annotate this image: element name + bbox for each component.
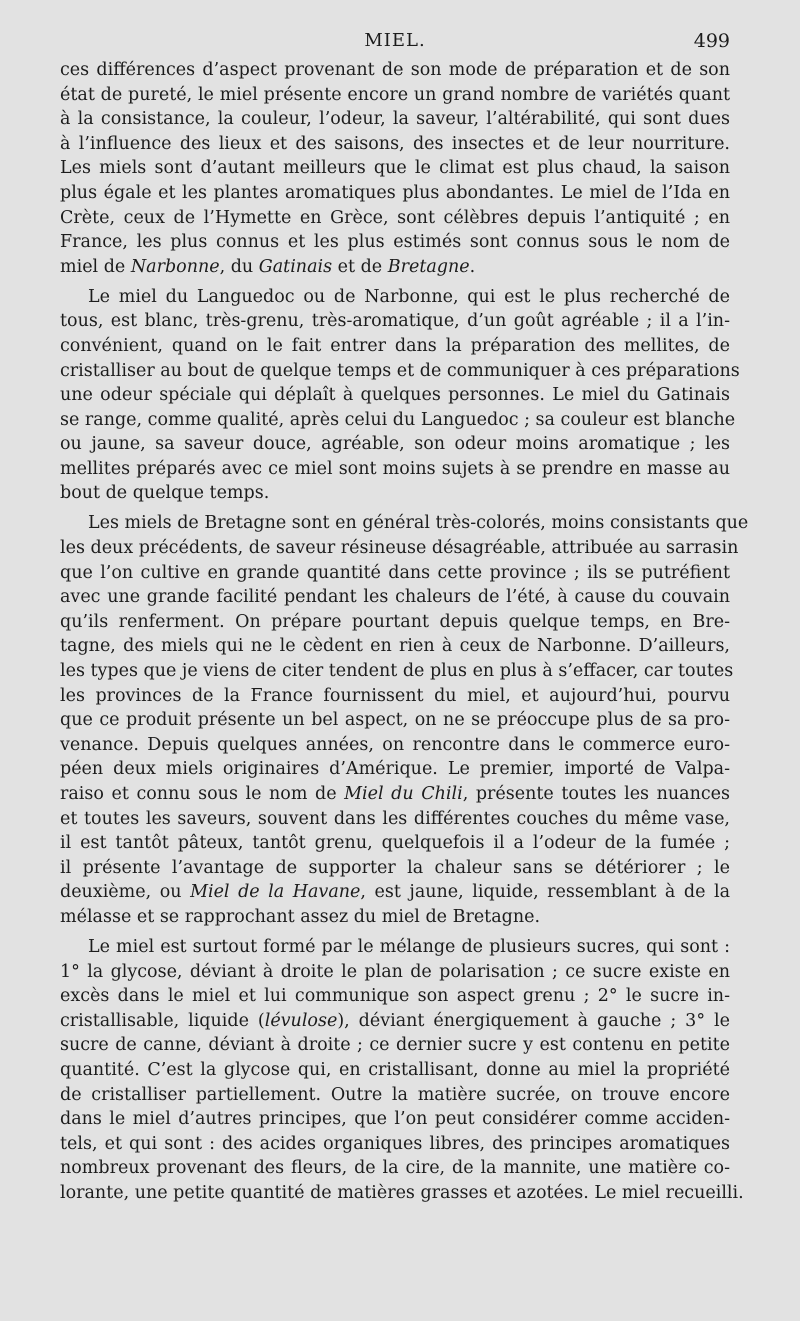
text-line: tagne, des miels qui ne le cèdent en rien à ceux de Narbonne. D’ailleurs, [60, 636, 730, 657]
text-line: cristalliser au bout de quelque temps et de communiquer à ces préparations [60, 360, 740, 381]
text-line: les provinces de la France fournissent du miel, et aujourd’hui, pourvu [60, 685, 730, 706]
text-line: France, les plus connus et les plus estimés sont connus sous le nom de [60, 232, 730, 253]
text-line: Les miels de Bretagne sont en général très-colorés, moins consistants que [88, 513, 749, 534]
text-line: les deux précédents, de saveur résineuse désagréable, attribuée au sarrasin [60, 538, 739, 559]
text-line: à la consistance, la couleur, l’odeur, la saveur, l’altérabilité, qui sont dues [60, 109, 730, 130]
text-line: les types que je viens de citer tendent de plus en plus à s’effacer, car toutes [60, 661, 734, 682]
text-line: lorante, une petite quantité de matières grasses et azotées. Le miel recueilli. [60, 1182, 744, 1203]
text-line: Crète, ceux de l’Hymette en Grèce, sont célèbres depuis l’antiquité ; en [60, 207, 730, 228]
text-line: mellites préparés avec ce miel sont moins sujets à se prendre en masse au [60, 458, 730, 479]
text-line: avec une grande facilité pendant les chaleurs de l’été, à cause du couvain [60, 587, 730, 608]
text-line: ou jaune, sa saveur douce, agréable, son odeur moins aromatique ; les [60, 434, 730, 455]
paragraph [60, 58, 730, 279]
text-segment: cristallisable, liquide ( [60, 1010, 265, 1031]
text-line: que l’on cultive en grande quantité dans cette province ; ils se putréfient [60, 562, 730, 583]
text-line: que ce produit présente un bel aspect, on ne se préoccupe plus de sa pro- [60, 710, 730, 731]
text-segment: . [469, 256, 476, 277]
italic-text: lévulose [264, 1010, 338, 1031]
italic-text: Miel du Chili [344, 784, 463, 804]
text-line: mélasse et se rapprochant assez du miel de Bretagne. [60, 906, 541, 927]
text-line: qu’ils renferment. On prépare pourtant depuis quelque temps, en Bre- [60, 611, 730, 632]
text-line: dans le miel d’autres principes, que l’on peut considérer comme acciden- [60, 1109, 730, 1130]
text-segment: , est jaune, liquide, ressemblant à de la [360, 882, 730, 903]
italic-text: Narbonne [130, 256, 220, 277]
text-line: il présente l’avantage de supporter la chaleur sans se détériorer ; le [60, 857, 730, 878]
text-segment: et de [332, 256, 388, 277]
text-line: 1° la glycose, déviant à droite le plan de polarisation ; ce sucre existe en [60, 961, 730, 982]
paragraph [60, 285, 740, 506]
text-line: il est tantôt pâteux, tantôt grenu, quelquefois il a l’odeur de la fumée ; [60, 833, 730, 854]
text-line: venance. Depuis quelques années, on rencontre dans le commerce euro- [60, 734, 730, 755]
italic-text: Gatinais [258, 256, 333, 277]
text-line: nombreux provenant des fleurs, de la cire, de la mannite, une matière co- [60, 1158, 730, 1179]
text-segment: ), déviant énergiquement à gauche ; 3° le [337, 1010, 730, 1031]
text-line: tous, est blanc, très-grenu, très-aromatique, d’un goût agréable ; il a l’in- [60, 311, 730, 332]
text-line: se range, comme qualité, après celui du Languedoc ; sa couleur est blanche [60, 409, 736, 430]
text-segment: , présente toutes les nuances [462, 784, 730, 804]
page-number: 499 [693, 30, 730, 52]
text-line [60, 1009, 730, 1034]
italic-text: Bretagne [387, 256, 470, 277]
text-line: de cristalliser partiellement. Outre la matière sucrée, on trouve encore [60, 1084, 730, 1105]
text-line: excès dans le miel et lui communique son aspect grenu ; 2° le sucre in- [60, 986, 730, 1007]
text-line: et toutes les saveurs, souvent dans les différentes couches du même vase, [60, 808, 730, 829]
text-line: ces différences d’aspect provenant de son mode de préparation et de son [60, 60, 730, 80]
text-line: tels, et qui sont : des acides organiques libres, des principes aromatiques [60, 1133, 730, 1154]
text-line [60, 880, 730, 905]
text-line: Les miels sont d’autant meilleurs que le climat est plus chaud, la saison [60, 158, 730, 179]
text-line: Le miel du Languedoc ou de Narbonne, qui est le plus recherché de [88, 286, 730, 307]
running-title: MIEL. [364, 30, 426, 51]
text-line: bout de quelque temps. [60, 483, 270, 504]
text-line: quantité. C’est la glycose qui, en cristallisant, donne au miel la propriété [60, 1059, 730, 1080]
text-line: état de pureté, le miel présente encore un grand nombre de variétés quant [60, 84, 730, 105]
body-text [60, 58, 749, 1211]
text-line [60, 255, 730, 280]
text-line: Le miel est surtout formé par le mélange de plusieurs sucres, qui sont : [88, 936, 730, 957]
paragraph [60, 511, 749, 929]
text-line: à l’influence des lieux et des saisons, des insectes et de leur nourriture. [60, 133, 730, 154]
text-line: péen deux miels originaires d’Amérique. Le premier, importé de Valpa- [60, 759, 730, 780]
page-header [60, 30, 730, 58]
text-line [60, 782, 730, 807]
text-line: une odeur spéciale qui déplaît à quelques personnes. Le miel du Gatinais [60, 385, 730, 406]
text-segment: miel de [60, 256, 131, 277]
paragraph [60, 935, 744, 1206]
text-segment: , du [219, 256, 259, 277]
text-segment: raiso et connu sous le nom de [60, 784, 345, 804]
text-line: plus égale et les plantes aromatiques plus abondantes. Le miel de l’Ida en [60, 182, 730, 203]
text-line: sucre de canne, déviant à droite ; ce dernier sucre y est contenu en petite [60, 1035, 730, 1056]
text-segment: deuxième, ou [60, 882, 191, 903]
italic-text: Miel de la Havane [190, 882, 361, 903]
text-line: convénient, quand on le fait entrer dans la préparation des mellites, de [60, 335, 730, 356]
